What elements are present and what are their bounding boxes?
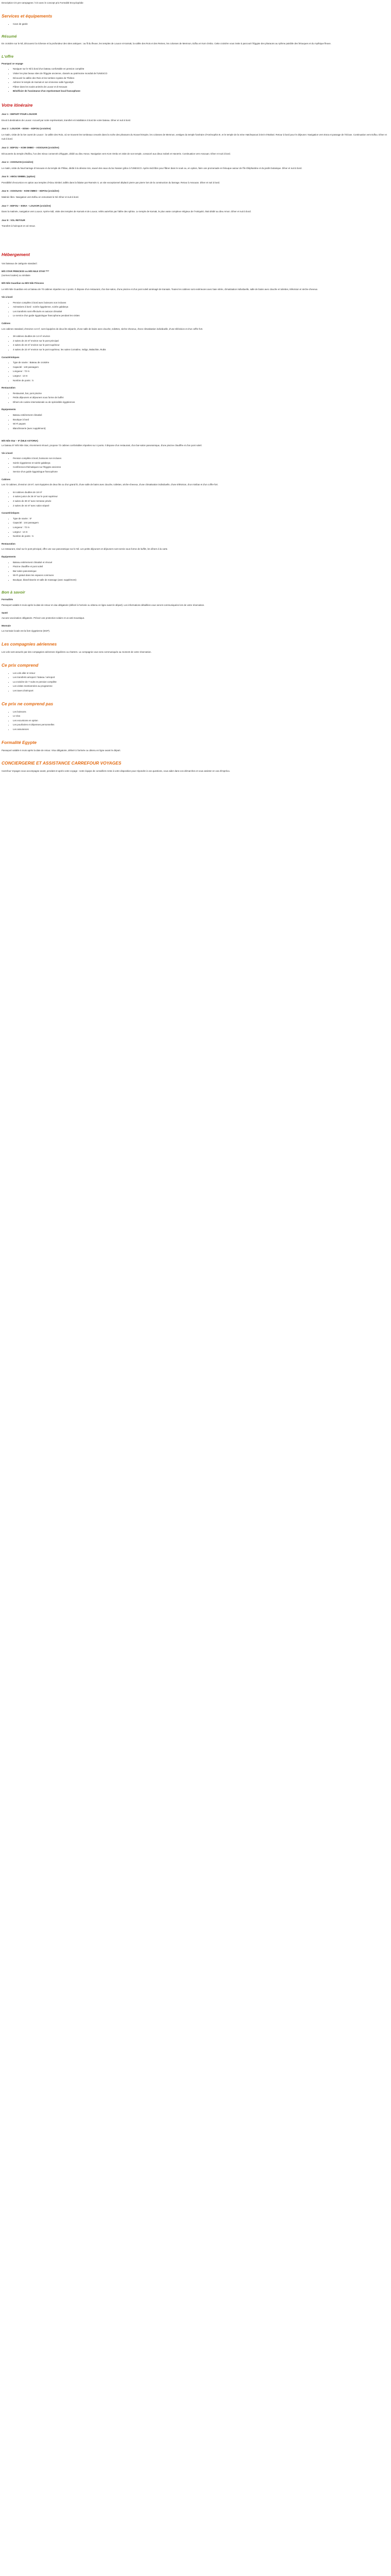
ship2-features-list (2, 517, 389, 539)
day-title: Jour 5 : ABOU SIMBEL (option) (2, 175, 36, 178)
highlight-item: • Admirer le temple de Karnak et son immense salle hypostyle (13, 80, 389, 85)
cabins-list (2, 334, 389, 352)
life-item: • Service d'un guide égyptologue francophone (13, 470, 389, 474)
accommodation-intro: Vos bateaux de catégorie standard : (2, 262, 38, 265)
day-text: Envol à destination de Louxor. Accueil par notre représentant, transfert et installation à bord de votre bateau. Dîner et nuit à bord. (2, 118, 131, 122)
equipment-item: • Boutique, blanchisserie et salle de massage (avec supplément) (13, 578, 389, 583)
ship2-description: Le bateau 5* M/S Nile Star, récemment rénové, propose 72 cabines confortables réparties sur 4 ponts. Il dispose d'un restaurant, d'un bar-salon panoramique, d'une piscine chauffée et d'un pont soleil. (2, 444, 202, 447)
equipment-item: • Boutique à bord (13, 418, 389, 422)
day-text: Découverte du temple d'Edfou, l'un des mieux conservés d'Égypte, dédié au dieu Horus. Navigation vers Kom Ombo et visite de son temple, consacré aux dieux Sobek et Haroëris. Continuation vers Assouan. Dîner et nuit à bord. (2, 152, 231, 155)
cabin-item: • 38 cabines doubles de 14 m² environ (13, 334, 389, 339)
cabin-item: • 4 suites de 22 m² environ sur le pont supérieur, les suites Cornaline, Indigo, Malachite, Rubis (13, 348, 389, 352)
highlight-item: • Naviguer sur le Nil à bord d'un bateau confortable en pension complète (13, 67, 389, 72)
day-title: Jour 4 : ASSOUAN (croisière) (2, 161, 34, 164)
ship-alt-name: M/S Nile Guardian ou M/S Nile Princess (2, 281, 44, 284)
cabin-item: • 2 suites de 24 m² environ sur le pont principal (13, 339, 389, 344)
intro-text: Description CG pre-campagnes / CG avec le concept prix Formalité Encyclopédie (2, 2, 84, 4)
cabins-text: Les cabines standard, d'environ 14 m², sont équipées de deux lits séparés, d'une salle de bains avec douche, toilettes, sèche-cheveux, d'une climatisation individuelle, d'une télévision et d'un coffre-fort. (2, 327, 203, 330)
formalities-text: Passeport valable 6 mois après la date de retour et visa obligatoire (délivré à l'arrivée ou obtenu en ligne avant le départ). Les informations détaillées vous seront communiquées lors de votre réservation. (2, 604, 205, 607)
exclude-item: • Les pourboires et dépenses personnelles (13, 723, 389, 727)
include-item: • Les taxes d'aéroport (13, 689, 389, 693)
ship2-cabins-text: Les 72 cabines, d'environ 18 m², sont équipées de deux lits ou d'un grand lit, d'une salle de bains avec douche, toilettes, sèche-cheveux, d'une climatisation individuelle, d'une télévision, d'un minibar et d'un coffre-fort. (2, 483, 218, 486)
life-item: • Soirée égyptienne et soirée galabeya (13, 461, 389, 466)
services-list (2, 22, 389, 27)
includes-list (2, 671, 389, 693)
ship2-restaurant-text: Le restaurant, situé sur le pont principal, offre une vue panoramique sur le Nil. Les petits déjeuners et déjeuners sont servis sous forme de buffet, les dîners à la carte. (2, 548, 168, 551)
equipment-item: • Piscine chauffée et pont soleil (13, 565, 389, 569)
ship2-cabins-list (2, 490, 389, 508)
offer-subheading: Pourquoi ce voyage (2, 62, 23, 65)
exclude-item: • Les assurances (13, 727, 389, 732)
itinerary-heading: Votre itinéraire (2, 102, 33, 108)
highlight-item: • Découvrir la vallée des Rois et les tombes royales de Thèbes (13, 76, 389, 81)
feature-item: • Type de navire : 5* (13, 517, 389, 521)
accommodation-heading: Hébergement (2, 252, 30, 258)
highlight-item: • Flâner dans les souks animés de Louxor et d'Assouan (13, 85, 389, 90)
cabin-item: • 2 suites de 30 m² avec terrasse privée (13, 499, 389, 504)
highlight-item: • Bénéficier de l'assistance d'un représentant local francophone (13, 89, 389, 94)
equipment-item: • Bar-salon panoramique (13, 569, 389, 574)
features-list (2, 361, 389, 383)
excludes-list (2, 710, 389, 732)
cabin-item: • 4 suites de 24 m² environ sur le pont supérieur (13, 343, 389, 348)
ship2-equipment-heading: Équipements (2, 555, 16, 558)
currency-heading: Monnaie (2, 624, 11, 627)
exclude-item: • Le visa (13, 714, 389, 719)
equipment-item: • Bateau entièrement climatisé et rénové (13, 561, 389, 565)
good-to-know-heading: Bon à savoir (2, 590, 25, 595)
day-text: Possibilité d'excursion en option aux temples d'Abou Simbel, taillés dans la falaise par Ramsès II, un site exceptionnel déplacé pierre par pierre lors de la construction du barrage. Retour à Assouan. Dîner et nuit à bord. (2, 181, 220, 184)
cabin-item: • 4 suites junior de 26 m² sur le pont supérieur (13, 495, 389, 499)
health-text: Aucune vaccination obligatoire. Prévoir une protection solaire et un anti-moustique. (2, 617, 85, 620)
exclude-item: • Les excursions en option (13, 719, 389, 723)
ship2-equipment-list (2, 561, 389, 583)
equipment-item: • Wi-Fi gratuit dans les espaces communs (13, 573, 389, 578)
ship2-cabins-heading: Cabines (2, 478, 11, 481)
equipment-item: • Wi-Fi payant (13, 422, 389, 427)
exclude-item: • Les boissons (13, 710, 389, 715)
restaurant-item: • Petits déjeuners et déjeuners sous forme de buffet (13, 396, 389, 400)
include-item: • La croisière de 7 nuits en pension complète (13, 680, 389, 685)
day-title: Jour 2 : LOUXOR – ESNA – EDFOU (croisière) (2, 127, 51, 130)
restaurant-list (2, 392, 389, 405)
equipment-item: • Bateau entièrement climatisé (13, 413, 389, 418)
life-item: • Conférences thématiques sur l'Égypte ancienne (13, 465, 389, 470)
day-title: Jour 8 : VOL RETOUR (2, 218, 25, 222)
life-aboard-heading: Vie à bord (2, 296, 13, 298)
feature-item: • Longueur : 72 m (13, 526, 389, 530)
feature-item: • Longueur : 72 m (13, 369, 389, 374)
cabin-item: • 2 suites de 44 m² avec salon séparé (13, 504, 389, 509)
feature-item: • Nombre de ponts : 5 (13, 379, 389, 383)
features-heading: Caractéristiques (2, 355, 20, 359)
restaurant-item: • Restaurant, bar, pont piscine (13, 392, 389, 396)
airlines-heading: Les compagnies aériennes (2, 641, 57, 647)
feature-item: • Largeur : 13 m (13, 374, 389, 379)
life-item: • Animations à bord : soirée égyptienne, soirée galabeya (13, 305, 389, 310)
ship2-restaurant-heading: Restauration (2, 542, 15, 545)
equipment-item: • Blanchisserie (avec supplément) (13, 427, 389, 431)
life-item: • Le service d'un guide égyptologue francophone pendant les visites (13, 314, 389, 318)
feature-item: • Capacité : 140 passagers (13, 365, 389, 370)
airlines-text: Les vols sont assurés par des compagnies aériennes régulières ou charters. La compagnie vous sera communiquée au moment de votre réservation. (2, 651, 152, 654)
feature-item: • Capacité : 144 passagers (13, 521, 389, 526)
feature-item: • Type de navire : Bateau de croisière (13, 361, 389, 365)
ship2-name: M/S Nile Star – 5* (NILE ASTORIA) (2, 439, 38, 443)
formality-heading: Formalité Egypte (2, 739, 37, 745)
day-title: Jour 1 : DEPART POUR LOUXOR (2, 112, 37, 115)
summary-heading: Résumé (2, 34, 17, 39)
include-item: • Les vols aller et retour (13, 671, 389, 676)
health-heading: Santé (2, 611, 8, 614)
ship2-life-list (2, 456, 389, 474)
service-item: • Cave de garde (13, 22, 389, 27)
summary-text: En croisière sur le Nil, découvrez la richesse et la profondeur des sites antiques : au fil du fleuve, les temples de Louxor et Karnak, la vallée des Rois et des Reines, les colosses de Memnon, Edfou et Kom Ombo. Cette croisière vous invite à parcourir l'Égypte des pharaons au rythme paisible des felouques et du mythique fleuve. (2, 42, 332, 45)
life-item: • Les transferts sont effectués en autocar climatisé (13, 310, 389, 314)
highlight-item: • Visiter les plus beaux sites de l'Égypte ancienne, classés au patrimoine mondial de l'UNESCO (13, 72, 389, 76)
excludes-heading: Ce prix ne comprend pas (2, 701, 54, 706)
page (0, 0, 391, 774)
highlights-list (2, 67, 389, 94)
ship-description: Le M/S Nile Guardian est un bateau de 70 cabines réparties sur 4 ponts. Il dispose d'un restaurant, d'un bar-salon, d'une piscine et d'un pont soleil aménagé de transats. Toutes les cabines sont extérieures avec baie vitrée, climatisation individuelle, salle de bains avec douche et toilettes, télévision et sèche-cheveux. (2, 288, 318, 291)
equipment-heading: Équipements (2, 408, 16, 411)
day-text: Matinée libre. Navigation vers Edfou en remontant le Nil. Dîner et nuit à bord. (2, 196, 79, 199)
offer-heading: L'offre (2, 54, 14, 59)
life-aboard-list (2, 301, 389, 318)
ship2-features-heading: Caractéristiques (2, 512, 20, 515)
formalities-heading: Formalités (2, 598, 13, 601)
day-title: Jour 3 : EDFOU – KOM OMBO – ASSOUAN (croisière) (2, 146, 59, 149)
cabin-item: • 64 cabines doubles de 18 m² (13, 490, 389, 495)
services-heading: Services et équipements (2, 13, 53, 19)
feature-item: • Nombre de ponts : 5 (13, 534, 389, 539)
day-title: Jour 7 : EDFOU – ESNA – LOUXOR (croisière) (2, 204, 51, 207)
restaurant-heading: Restauration (2, 386, 15, 389)
day-title: Jour 6 : ASSOUAN – KOM OMBO – EDFOU (croisière) (2, 190, 59, 193)
day-text: Le matin, visite de la rive ouest de Louxor : la vallée des Rois, où se trouvent les tombeaux creusés dans la roche des pharaons du Nouvel Empire, les colosses de Memnon, vestiges du temple funéraire d'Aménophis III, et le temple de la reine Hatchepsout à Deir el-Bahari. Retour à bord pour le déjeuner. Navigation vers Esna et passage de l'écluse. Continuation vers Edfou. Dîner et nuit à bord. (2, 133, 387, 141)
include-item: • Les visites mentionnées au programme (13, 684, 389, 689)
day-text: Transfert à l'aéroport et vol retour. (2, 225, 36, 228)
ship-note: (normes locales) ou similaire (2, 274, 30, 277)
conciergerie-text: Carrefour Voyages vous accompagne avant, pendant et après votre voyage : notre équipe de conseillers reste à votre disposition pour répondre à vos questions, vous aider dans vos démarches et vous assister en cas d'imprévu. (2, 770, 231, 773)
currency-text: La monnaie locale est la livre égyptienne (EGP). (2, 630, 50, 633)
restaurant-item: • Dîners de cuisine internationale ou de spécialités égyptiennes (13, 400, 389, 405)
life-item: • Pension complète à bord avec boissons non incluses (13, 301, 389, 306)
includes-heading: Ce prix comprend (2, 662, 39, 668)
include-item: • Les transferts aéroport / bateau / aéroport (13, 675, 389, 680)
cabins-heading: Cabines (2, 321, 11, 325)
feature-item: • Largeur : 14 m (13, 530, 389, 535)
life-item: • Pension complète à bord, boissons non incluses (13, 456, 389, 461)
formality-text: Passeport valable 6 mois après la date de retour. Visa obligatoire, délivré à l'arrivée ou obtenu en ligne avant le départ. (2, 749, 121, 752)
day-text: Le matin, visite du haut barrage d'Assouan et du temple de Philae, dédié à la déesse Isis, sauvé des eaux du lac Nasser grâce à l'UNESCO. Après-midi libre pour flâner dans le souk ou, en option, faire une promenade en felouque autour de l'île Éléphantine et du jardin botanique. Dîner et nuit à bord. (2, 166, 302, 170)
ship2-life-heading: Vie à bord (2, 451, 13, 454)
conciergerie-heading: CONCIERGERIE ET ASSISTANCE CARREFOUR VOYAGES (2, 760, 122, 766)
itinerary (2, 112, 389, 229)
equipment-list (2, 413, 389, 431)
day-text: Dans la matinée, navigation vers Louxor. Après-midi, visite des temples de Karnak et de Louxor, reliés autrefois par l'allée des sphinx. Le temple de Karnak, le plus vaste complexe religieux de l'Antiquité, était dédié au dieu Amon. Dîner et nuit à bord. (2, 210, 251, 213)
ship-name: M/S STAR PRINCESS ou M/S NILE STAR **** (2, 269, 50, 273)
